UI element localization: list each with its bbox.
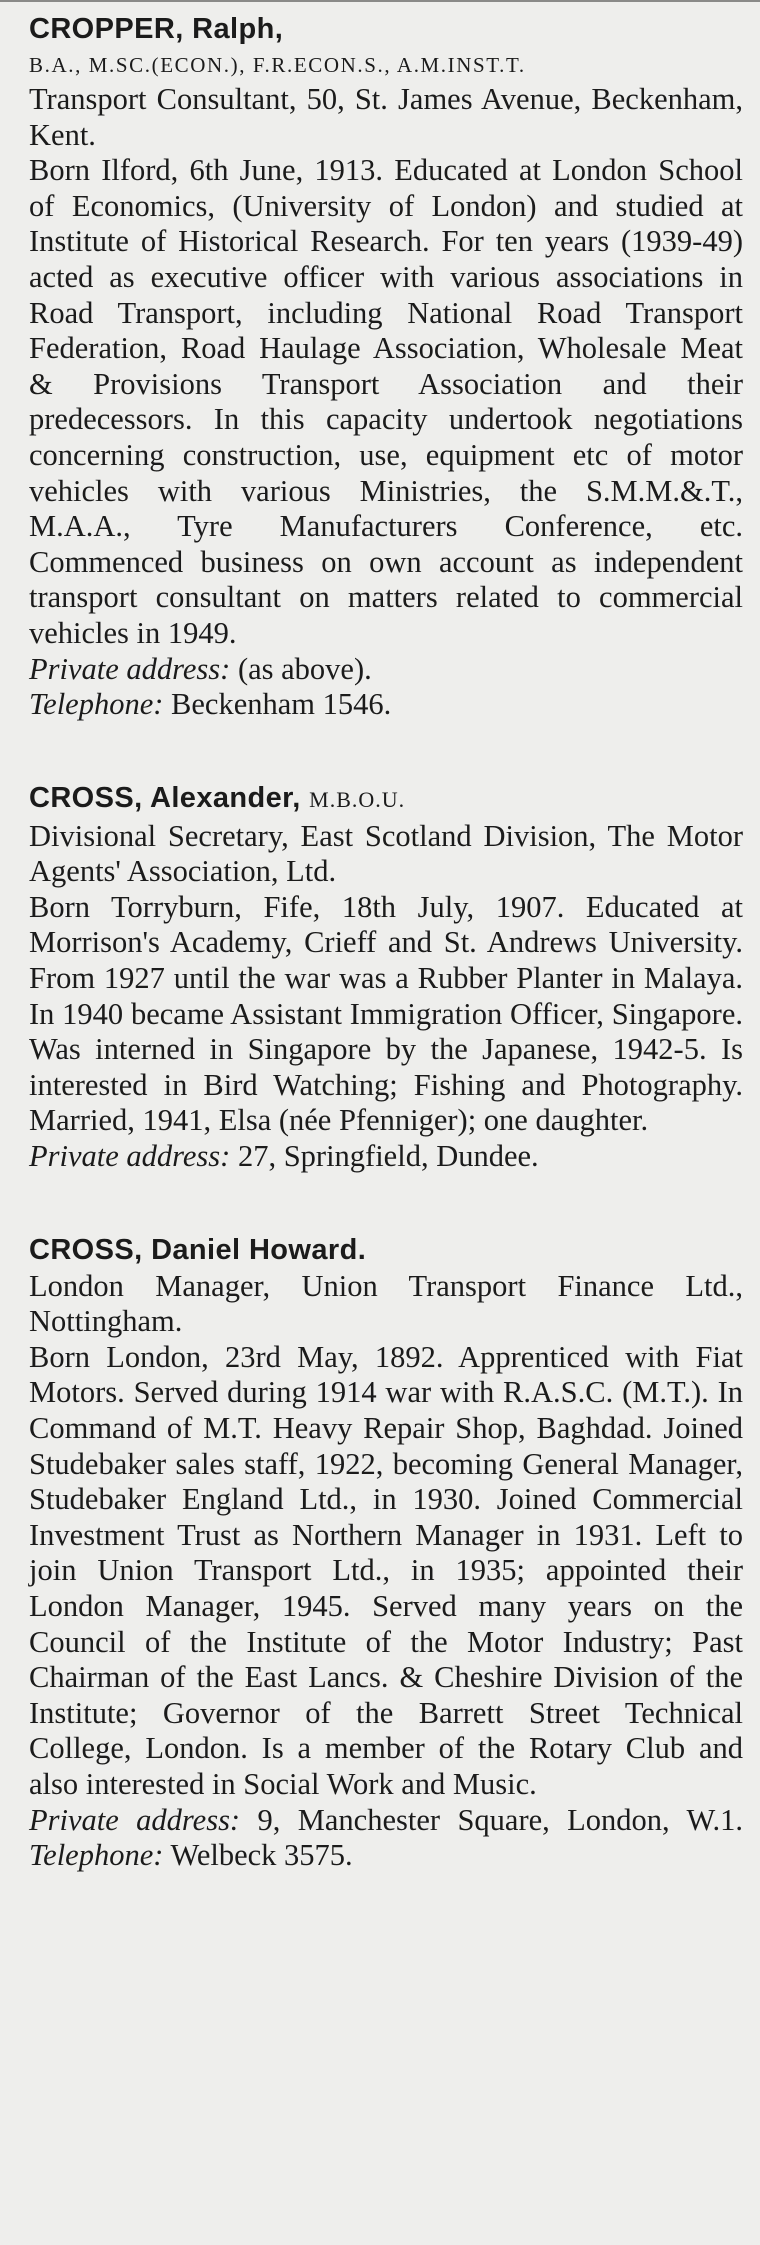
entry-cross-alexander (29, 779, 743, 1175)
telephone-label: Telephone: (29, 1838, 164, 1873)
entry-biography: Born Ilford, 6th June, 1913. Educated at London School of Economics, (University of London) and studied at Institute of Historical Research. For ten years (1939-49) acted as executive officer with various associations in Road Transport, including National Road Transport Federation, Road Haulage Association, Wholesale Meat & Provisions Transport Association and their predecessors. In this capacity undertook negotiations concerning construction, use, equipment etc of motor vehicles with various Ministries, the S.M.M.&.T., M.A.A., Tyre Manufacturers Conference, etc. Commenced business on own account as independent transport consultant on matters related to commercial vehicles in 1949. (29, 153, 743, 650)
telephone-value: Beckenham 1546. (171, 687, 392, 722)
entry-forenames: Ralph, (192, 13, 284, 45)
entry-telephone (29, 687, 743, 723)
entry-position: Transport Consultant, 50, St. James Avenue, Beckenham, Kent. (29, 82, 743, 152)
private-address-value: 9, Manchester Square, London, W.1. (257, 1802, 743, 1837)
entry-heading (29, 779, 743, 819)
entry-position: London Manager, Union Transport Finance Ltd., Nottingham. (29, 1268, 743, 1339)
entry-private-address (29, 652, 743, 688)
private-address-label: Private address: (29, 651, 231, 686)
telephone-label: Telephone: (29, 687, 164, 722)
private-address-label: Private address: (29, 1139, 231, 1174)
telephone-value: Welbeck 3575. (170, 1838, 353, 1873)
entry-cropper-ralph (29, 10, 743, 723)
entry-position: Divisional Secretary, East Scotland Division, The Motor Agents' Association, Ltd. (29, 818, 743, 889)
private-address-label: Private address: (29, 1802, 241, 1837)
directory-page (29, 10, 743, 1874)
top-rule (0, 0, 760, 2)
entry-private-address (29, 1139, 743, 1175)
entry-qualifications: M.B.O.U. (309, 786, 406, 812)
entry-heading (29, 10, 743, 48)
entry-surname: CROPPER, (29, 13, 184, 45)
entry-biography: Born London, 23rd May, 1892. Apprenticed with Fiat Motors. Served during 1914 war with R.A.S.C. (M.T.). In Command of M.T. Heavy Repair Shop, Baghdad. Joined Studebaker sales staff, 1922, becoming General Manager, Studebaker England Ltd., in 1930. Joined Commercial Investment Trust as Northern Manager in 1931. Left to join Union Transport Ltd., in 1935; appointed their London Manager, 1945. Served many years on the Council of the Institute of the Motor Industry; Past Chairman of the East Lancs. & Cheshire Division of the Institute; Governor of the Barrett Street Technical College, London. Is a member of the Rotary Club and also interested in Social Work and Music. (29, 1339, 743, 1801)
entry-surname: CROSS, (29, 1233, 143, 1266)
entry-biography: Born Torryburn, Fife, 18th July, 1907. Educated at Morrison's Academy, Crieff and St. Andrews University. From 1927 until the war was a Rubber Planter in Malaya. In 1940 became Assistant Immigration Officer, Singapore. Was interned in Singapore by the Japanese, 1942-5. Is interested in Bird Watching; Fishing and Photography. Married, 1941, Elsa (née Pfenniger); one daughter. (29, 889, 743, 1138)
entry-cross-daniel-howard (29, 1231, 743, 1874)
private-address-value: (as above). (237, 651, 372, 686)
private-address-value: 27, Springfield, Dundee. (237, 1139, 539, 1174)
entry-heading (29, 1231, 743, 1269)
entry-forenames: Daniel Howard. (151, 1233, 367, 1266)
entry-forenames: Alexander, (149, 781, 301, 814)
entry-surname: CROSS, (29, 781, 143, 814)
entry-qualifications: B.A., M.SC.(ECON.), F.R.ECON.S., A.M.INST.T. (29, 53, 526, 77)
entry-private-address (29, 1803, 743, 1874)
